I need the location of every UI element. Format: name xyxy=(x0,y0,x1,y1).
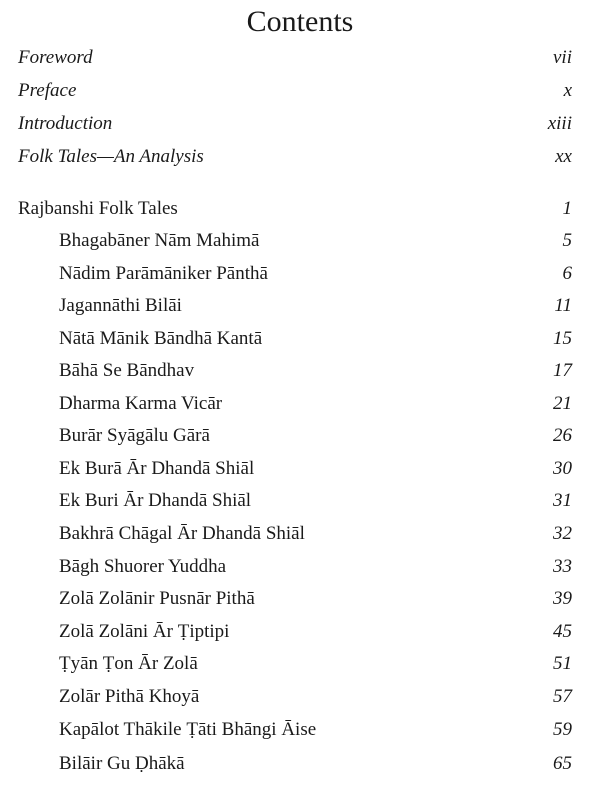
entry-title: Ṭyān Ṭon Ār Zolā xyxy=(59,653,198,674)
entry-page: 21 xyxy=(553,393,572,414)
toc-entry xyxy=(18,292,572,320)
entry-page: 51 xyxy=(553,653,572,674)
entry-title: Bhagabāner Nām Mahimā xyxy=(59,230,260,251)
toc-entry xyxy=(18,357,572,385)
entry-page: 57 xyxy=(553,686,572,707)
entry-title: Bilāir Gu Ḍhākā xyxy=(59,753,185,774)
entry-title: Zolār Pithā Khoyā xyxy=(59,686,200,707)
entry-title: Burār Syāgālu Gārā xyxy=(59,425,210,446)
entry-page: 45 xyxy=(553,621,572,642)
toc-entry xyxy=(18,750,572,778)
toc-section-rajbanshi xyxy=(18,195,572,223)
toc-entry xyxy=(18,390,572,418)
entry-title: Preface xyxy=(18,80,77,101)
toc-entry xyxy=(18,553,572,581)
toc-entry xyxy=(18,325,572,353)
entry-title: Kapālot Thākile Ṭāti Bhāngi Āise xyxy=(59,719,317,740)
page-title: Contents xyxy=(246,5,354,38)
toc-entry xyxy=(18,227,572,255)
toc-entry xyxy=(18,585,572,613)
toc-entry xyxy=(18,683,572,711)
section-page: 1 xyxy=(562,198,572,219)
toc-entry xyxy=(18,260,572,288)
entry-page: 65 xyxy=(553,753,572,774)
entry-page: 17 xyxy=(553,360,572,381)
entry-title: Bāgh Shuorer Yuddha xyxy=(59,556,227,577)
toc-entry xyxy=(18,716,572,744)
entry-page: 33 xyxy=(553,556,572,577)
entry-page: 39 xyxy=(553,588,572,609)
entry-title: Ek Buri Ār Dhandā Shiāl xyxy=(59,490,252,511)
entry-title: Zolā Zolānir Pusnār Pithā xyxy=(59,588,255,609)
entry-title: Jagannāthi Bilāi xyxy=(59,295,182,316)
toc-entry xyxy=(18,455,572,483)
toc-entry-foreword xyxy=(18,44,572,72)
entry-page: 59 xyxy=(553,719,572,740)
toc-entry xyxy=(18,422,572,450)
entry-title: Folk Tales—An Analysis xyxy=(18,146,204,167)
entry-page: xiii xyxy=(547,113,572,134)
entry-page: xx xyxy=(555,146,572,167)
entry-title: Zolā Zolāni Ār Ṭiptipi xyxy=(59,621,230,642)
entry-page: vii xyxy=(553,47,572,68)
entry-title: Nādim Parāmāniker Pānthā xyxy=(59,263,268,284)
entry-title: Nātā Mānik Bāndhā Kantā xyxy=(59,328,263,349)
entry-title: Ek Burā Ār Dhandā Shiāl xyxy=(59,458,255,479)
entry-page: 15 xyxy=(553,328,572,349)
toc-entry-introduction xyxy=(18,110,572,138)
entry-title: Bakhrā Chāgal Ār Dhandā Shiāl xyxy=(59,523,305,544)
toc-entry-analysis xyxy=(18,143,572,171)
entry-title: Dharma Karma Vicār xyxy=(59,393,223,414)
entry-page: 11 xyxy=(554,295,572,316)
entry-page: 26 xyxy=(553,425,572,446)
toc-entry-preface xyxy=(18,77,572,105)
entry-title: Bāhā Se Bāndhav xyxy=(59,360,195,381)
entry-page: 32 xyxy=(553,523,572,544)
toc-entry xyxy=(18,618,572,646)
toc-entry xyxy=(18,520,572,548)
entry-page: x xyxy=(563,80,572,101)
toc-entry xyxy=(18,487,572,515)
entry-title: Introduction xyxy=(18,113,113,134)
section-title: Rajbanshi Folk Tales xyxy=(18,198,178,219)
entry-page: 30 xyxy=(553,458,572,479)
entry-page: 5 xyxy=(562,230,572,251)
entry-page: 31 xyxy=(553,490,572,511)
entry-title: Foreword xyxy=(18,47,93,68)
toc-entry xyxy=(18,650,572,678)
entry-page: 6 xyxy=(562,263,572,284)
